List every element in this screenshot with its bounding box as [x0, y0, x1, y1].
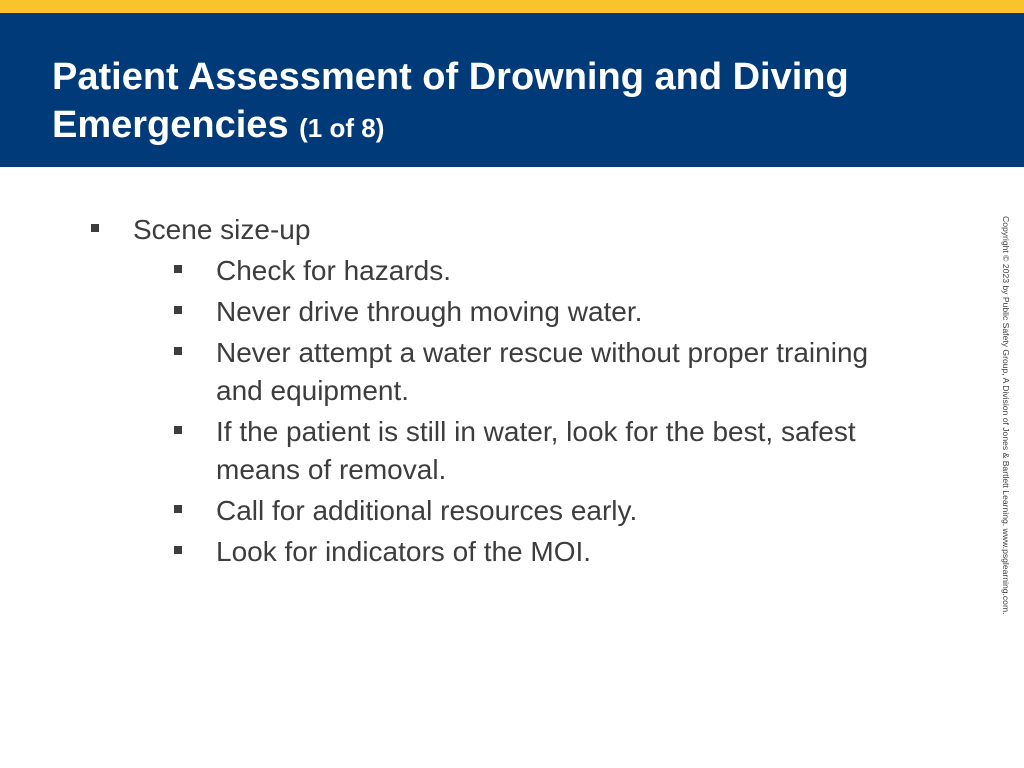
sub-bullet-text: Never attempt a water rescue without proper training and equipment.	[216, 337, 869, 406]
sub-bullet-item	[171, 492, 908, 530]
sub-bullet-text: Never drive through moving water.	[216, 296, 643, 327]
square-bullet-icon	[174, 426, 182, 434]
sub-bullet-text: Look for indicators of the MOI.	[216, 536, 592, 567]
sub-bullet-item	[171, 533, 908, 571]
square-bullet-icon	[174, 505, 182, 513]
slide-title-text: Patient Assessment of Drowning and Diving Emergencies	[52, 56, 849, 146]
square-bullet-icon	[174, 546, 182, 554]
bullet-item-scene-size-up	[88, 211, 908, 571]
copyright-notice: Copyright © 2023 by Public Safety Group, A Division of Jones & Bartlett Learning. www.psglearning.com.	[1001, 216, 1011, 615]
square-bullet-icon	[174, 347, 182, 355]
sub-bullet-item	[171, 413, 908, 489]
sub-bullet-item	[171, 293, 908, 331]
sub-bullet-list	[133, 252, 908, 571]
slide-title	[52, 53, 992, 152]
accent-stripe	[0, 0, 1024, 13]
sub-bullet-item	[171, 252, 908, 290]
title-band	[0, 13, 1024, 167]
bullet-text: Scene size-up	[133, 214, 311, 245]
slide-title-counter: (1 of 8)	[299, 113, 385, 143]
bullet-list	[88, 211, 908, 571]
sub-bullet-item	[171, 334, 908, 410]
sub-bullet-text: Call for additional resources early.	[216, 495, 638, 526]
sub-bullet-text: If the patient is still in water, look for the best, safest means of removal.	[216, 416, 856, 485]
sub-bullet-text: Check for hazards.	[216, 255, 451, 286]
square-bullet-icon	[174, 265, 182, 273]
square-bullet-icon	[91, 224, 99, 232]
square-bullet-icon	[174, 306, 182, 314]
